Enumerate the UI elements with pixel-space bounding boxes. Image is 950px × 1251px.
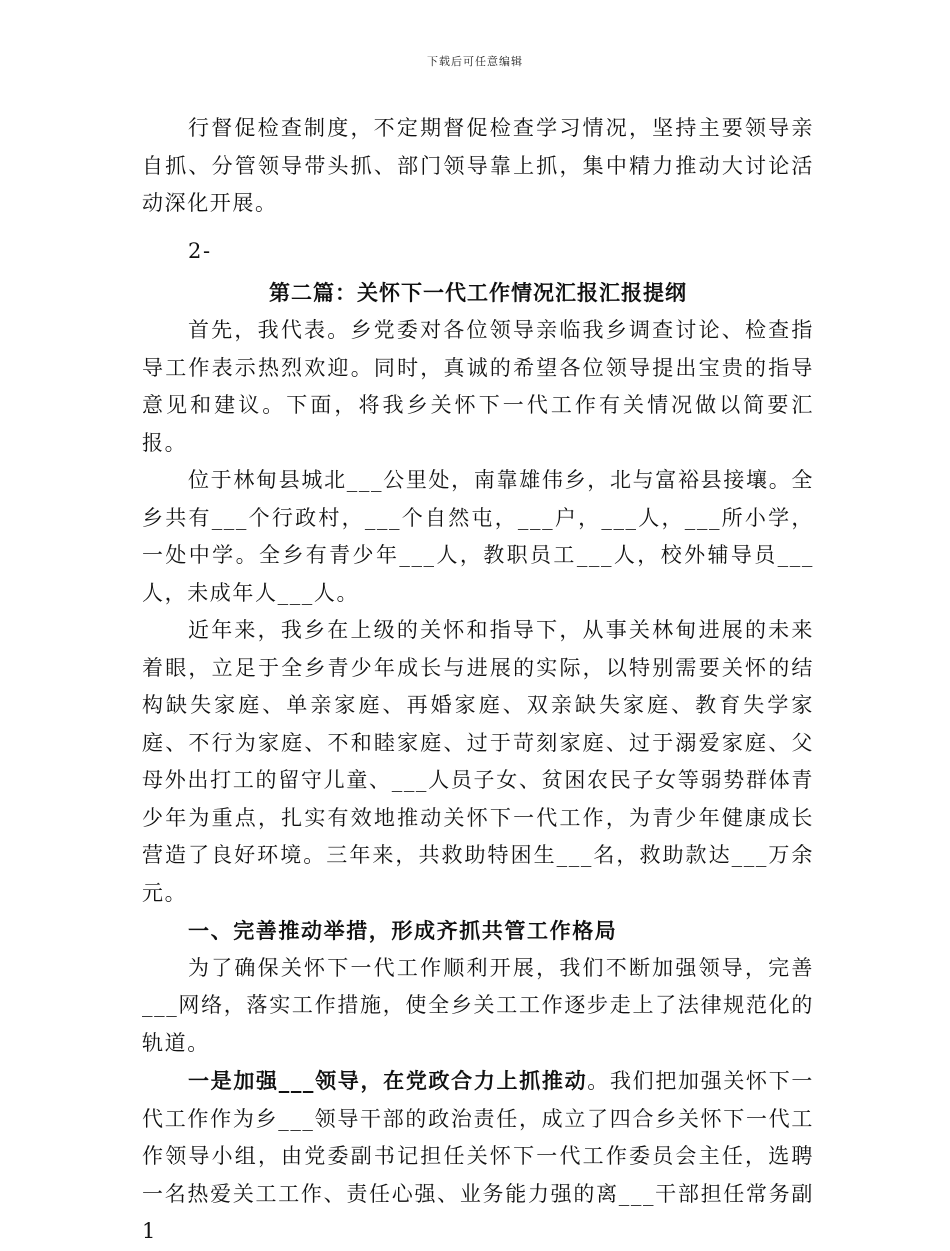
point1-lead: 一是加强___领导，在党政合力上抓推动: [188, 1068, 588, 1093]
paragraph-intro: 首先，我代表。乡党委对各位领导亲临我乡调查讨论、检查指导工作表示热烈欢迎。同时，真诚的希望各位领导提出宝贵的指导意见和建议。下面，将我乡关怀下一代工作有关情况做以简要汇报。: [142, 318, 814, 455]
page-number-marker: 2-: [188, 238, 212, 263]
paragraph-continuation: 行督促检查制度，不定期督促检查学习情况，坚持主要领导亲自抓、分管领导带头抓、部门领导靠上抓，集中精力推动大讨论活动深化开展。: [142, 116, 814, 215]
section-title: 第二篇：关怀下一代工作情况汇报汇报提纲: [269, 280, 687, 305]
section-heading-1: 一、完善推动举措，形成齐抓共管工作格局: [188, 918, 618, 943]
document-body: [142, 110, 814, 1251]
paragraph-overview: 位于林甸县城北___公里处，南靠雄伟乡，北与富裕县接壤。全乡共有___个行政村，___个自然屯，___户，___人，___所小学，一处中学。全乡有青少年___人，教职员工___人，校外辅导员___人，未成年人___人。: [142, 468, 814, 605]
paragraph-point1: [142, 1062, 814, 1251]
paragraph-recent-years: 近年来，我乡在上级的关怀和指导下，从事关林甸进展的未来着眼，立足于全乡青少年成长与进展的实际，以特别需要关怀的结构缺失家庭、单亲家庭、再婚家庭、双亲缺失家庭、教育失学家庭、不行为家庭、不和睦家庭、过于苛刻家庭、过于溺爱家庭、父母外出打工的留守儿童、___人员子女、贫困农民子女等弱势群体青少年为重点，扎实有效地推动关怀下一代工作，为青少年健康成长营造了良好环境。三年来，共救助特困生___名，救助款达___万余元。: [142, 618, 814, 905]
paragraph-section1: 为了确保关怀下一代工作顺利开展，我们不断加强领导，完善___网络，落实工作措施，使全乡关工工作逐步走上了法律规范化的轨道。: [142, 955, 814, 1055]
page-header: 下载后可任意编辑: [427, 55, 523, 68]
point1-text: 。我们把加强关怀下一代工作作为乡___领导干部的政治责任，成立了四合乡关怀下一代工作领导小组，由党委副书记担任关怀下一代工作委员会主任，选聘一名热爱关工工作、责任心强、业务能力强的离___干部担任常务副1: [142, 1069, 815, 1243]
